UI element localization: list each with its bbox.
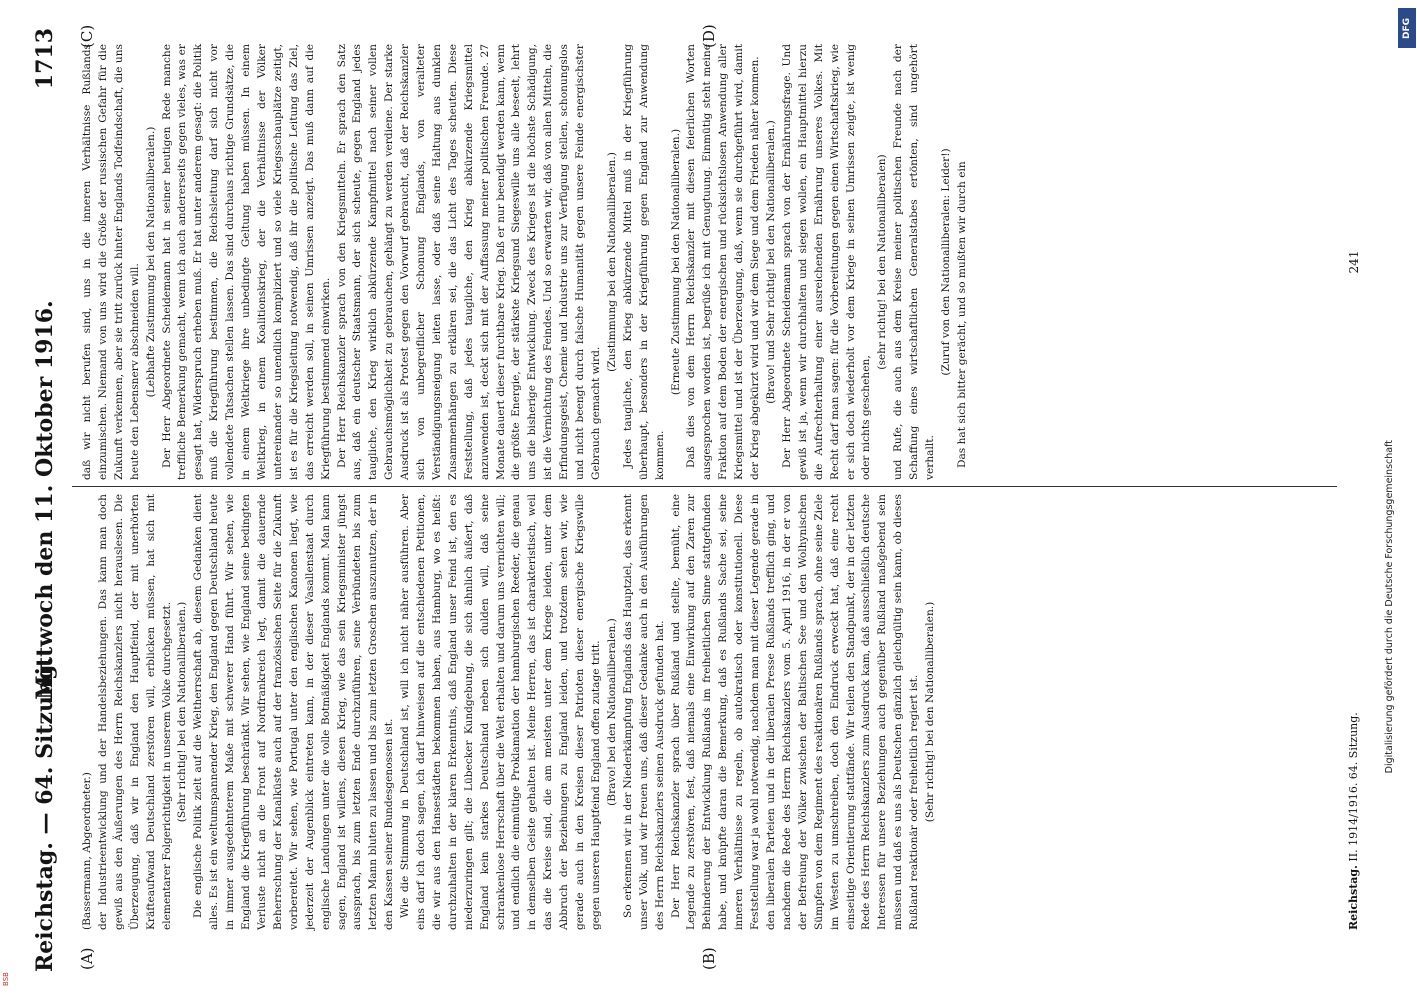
digitization-credit: Digitalisierung gefördert durch die Deutsche Forschungsgemeinschaft — [1384, 440, 1395, 774]
interjection: (Sehr richtig! bei den Nationalliberalen.) — [924, 601, 937, 823]
paragraph: Jedes taugliche, den Krieg abkürzende Mittel muß in der Kriegführung überhaupt, besonders in der Kriegführung gegen England zur Anwendung kommen. — [621, 44, 666, 480]
interjection: (sehr richtig! bei den Nationalliberalen) — [876, 154, 889, 370]
paragraph: daß wir nicht berufen sind, uns in die inneren Verhältnisse Rußlands einzumischen. Niemand von uns wird die Größe der russischen Gefahr für die Zukunft verkennen, aber sie tritt zurück hinter Englands Todfeindschaft, die uns heute den Lebensnerv abschneiden will. — [81, 44, 141, 480]
paragraph: So erkennen wir in der Niederkämpfung Englands das Hauptziel, das erkennt unser Volk, und wir freuen uns, daß dieser Gedanke auch in den Ausführungen des Herrn Reichskanzlers seinen Ausdruck gefunden hat. — [621, 494, 666, 930]
footer-volume: II. 1914/1916. 64. Sitzung. — [1347, 712, 1360, 862]
interjection: (Zuruf von den Nationalliberalen: Leider!) — [939, 148, 952, 376]
section-mark-b: (B) — [700, 947, 718, 970]
interjection: (Erneute Zustimmung bei den Nationalliberalen.) — [669, 128, 682, 396]
paragraph: Die englische Politik zielt auf die Weltherrschaft ab, diesem Gedanken dient alles. Es ist ein weltumspannender Krieg, den England gegen Deutschland heute in immer ausgedehnterem Maße mit schwerer Hand führt. Wir sehen, wie England die Kriegführung beschränkt. Wir sehen, wie England seine bedingten Verluste nicht an die Front auf Nordfrankreich legt, damit die dauernde Beherrschung der Kanalküste auch auf der französischen Seite für die Zukunft vorbereitet. Wir sehen, wie Portugal unter den englischen Kanonen liegt, wie jederzeit der Augenblick eintreten kann, in der dieser Vasallenstaat durch englische Landungen unter die volle Botmäßigkeit Englands kommt. Man kann sagen, England ist willens, diesen Krieg, wie das sein Kriegsminister jüngst aussprach, bis zum letzten Ende durchzuführen, seine Verbündeten bis zum letzten Mann bluten zu lassen und bis zum letzten Groschen auszunutzen, der in den Kassen seiner Bundesgenossen ist. — [192, 494, 396, 930]
paragraph: Der Herr Reichskanzler sprach über Rußland und stellte, bemüht, eine Legende zu zerstören, fest, daß niemals eine Einwirkung auf den Zaren zur Behinderung der Entwicklung Rußlands im freiheitlichen Sinne stattgefunden habe, und knüpfte daran die Bemerkung, daß es Rußlands Sache sei, seine inneren Verhältnisse zu regeln, ob autokratisch oder konstitutionell. Diese Feststellung war ja wohl notwendig, nachdem man mit dieser Legende gerade in den liberalen Parteien und in der liberalen Presse Rußlands trefflich ging, und nachdem die Rede des Herrn Reichskanzlers vom 5. April 1916, in der er von der Befreiung der Völker zwischen der Baltischen See und den Wolhynischen Sümpfen von dem Regiment des reaktionären Rußlands sprach, ohne seine Ziele im Westen zu umschreiben, doch den Eindruck erweckt hat, daß eine recht einseitige Orientierung stattfände. Wir teilen den Standpunkt, der in der letzten Rede des Herrn Reichskanzlers zum Ausdruck kam, daß ausschließlich deutsche Interessen für unsere Beziehungen auch gegenüber Rußland maßgebend sein müssen und daß es uns als Deutschen gänzlich gleichgültig sein kann, ob dieses Rußland reaktionär oder freiheitlich regiert ist. — [669, 494, 921, 930]
section-mark-d: (D) — [700, 24, 718, 48]
section-mark-c: (C) — [78, 24, 96, 48]
interjection: (Lebhafte Zustimmung bei den Nationalliberalen.) — [144, 126, 157, 398]
interjection: (Zustimmung bei den Nationalliberalen.) — [605, 152, 618, 372]
signature-number: 241 — [1347, 250, 1361, 274]
left-column — [80, 494, 939, 930]
right-column — [80, 44, 971, 480]
header-date: Mittwoch den 11. Oktober 1916. — [32, 300, 58, 700]
column-divider — [72, 486, 1337, 487]
header-page-number: 1713 — [32, 28, 58, 90]
interjection: (Sehr richtig! bei den Nationalliberalen.) — [176, 601, 189, 823]
paragraph: Der Herr Reichskanzler sprach von den Kriegsmitteln. Er sprach den Satz aus, daß ein deutscher Staatsmann, der sich scheute, gegen England jedes taugliche, den Krieg wirklich abkürzende Kampfmittel nach seiner vollen Gebrauchsmöglichkeit zu gebrauchen, gehängt zu werden verdiene. Der starke Ausdruck ist als Protest gegen den Vorwurf gebraucht, daß der Reichskanzler sich von unbegreiflicher Schonung Englands, von veralteter Verständigungsneigung leiten lasse, oder daß seine Haltung aus dunklen Zusammenhängen zu erklären sei, die das Licht des Tages scheuten. Diese Feststellung, daß jedes taugliche, den Krieg abkürzende Kriegsmittel anzuwenden ist, deckt sich mit der Auffassung meiner politischen Freunde. 27 Monate dauert dieser furchtbare Krieg. Daß er nur beendigt werden kann, wenn die größte Energie, der stärkste Kriegsund Siegeswille uns alle beseelt, lehrt uns die bisherige Entwicklung. Zweck des Krieges ist die höchste Schädigung, ist die Vernichtung des Feindes. Und so erwarten wir, daß von allen Mitteln, die Erfindungsgeist, Chemie und Industrie uns zur Verfügung stellen, schonungslos und nicht beengt durch falsche Humanität gegen unsere Feinde energischster Gebrauch gemacht wird. — [335, 44, 602, 480]
paragraph: Der Herr Abgeordnete Scheidemann sprach von der Ernährungsfrage. Und gewiß ist ja, wenn wir durchhalten und siegen wollen, ein Hauptmittel hierzu die Aufrechterhaltung einer ausreichenden Ernährung unseres Volkes. Mit Recht darf man sagen: für die Vorbereitungen gegen einen Wirtschaftskrieg, wie er sich doch wiederholt vor dem Kriege in seinen Umrissen zeigte, ist wenig oder nichts geschehen, — [780, 44, 873, 480]
page-header — [28, 28, 64, 972]
header-session: Reichstag. — 64. Sitzung. — [32, 656, 58, 972]
paragraph: und Rufe, die auch aus dem Kreise meiner politischen Freunde nach der Schaffung eines wirtschaftlichen Generalstabes ertönten, sind ungehört verhallt. — [892, 44, 937, 480]
section-mark-a: (A) — [78, 947, 96, 970]
dfg-logo: DFG — [1398, 8, 1416, 48]
bsb-mark: BSB — [2, 972, 10, 986]
interjection: (Bravo! bei den Nationalliberalen.) — [605, 618, 618, 806]
footer-label: Reichstag. — [1347, 865, 1360, 930]
paragraph: Daß dies von dem Herrn Reichskanzler mit diesen feierlichen Worten ausgesprochen worden ist, begrüße ich mit Genugtuung. Einmütig steht meine Fraktion auf dem Boden der energischen und rücksichtslosen Anwendung aller Kriegsmittel und ist der Überzeugung, daß, wenn sie durchgeführt wird, damit der Krieg abgekürzt wird und wir dem Siege und dem Frieden näher kommen. — [685, 44, 762, 480]
paragraph: der Industrieentwicklung und der Handelsbeziehungen. Das kann man doch gewiß aus den Äußerungen des Herrn Reichskanzlers nicht herauslesen. Die Überzeugung, daß wir in England den Hauptfeind, der mit unerhörten Kräfteaufwand Deutschland zerstören will, erblicken müssen, hat sich mit elementarer Folgerichtigkeit in unserem Volke durchgesetzt. — [96, 494, 173, 930]
paragraph: Wie die Stimmung in Deutschland ist, will ich nicht näher ausführen. Aber eins darf ich doch sagen, ich darf hinweisen auf die entschiedenen Petitionen, die wir aus den Hansestädten bekommen haben, aus Hamburg, wo es heißt: durchzuhalten in der klaren Erkenntnis, daß England unser Feind ist, den es niederzuringen gilt; die Lübecker Kundgebung, die sich ähnlich äußert, daß England kein starkes Deutschland neben sich dulden will, daß seine schrankenlose Herrschaft über die Welt erhalten und darum uns vernichten will; und endlich die einmütige Proklamation der hamburgischen Reeder, die genau in demselben Geiste gehalten ist. Meine Herren, das ist charakteristisch, weil das die Kreise sind, die am meisten unter dem Kriege leiden, unter dem Abbruch der Beziehungen zu England leiden, und trotzdem sehen wir, wie gerade auch in den Kreisen dieser Patrioten dieser energische Kriegswille gegen unseren Hauptfeind England offen zutage tritt. — [399, 494, 602, 930]
interjection: (Bravo! und Sehr richtig! bei den Nationalliberalen.) — [764, 120, 777, 404]
paragraph: Das hat sich bitter gerächt, und so mußten wir durch ein — [955, 161, 968, 468]
speaker-label: (Bassermann, Abgeordneter.) — [81, 772, 93, 930]
paragraph: Der Herr Abgeordnete Scheidemann hat in seiner heutigen Rede manche treffliche Bemerkung gemacht, wenn ich auch andererseits gegen vieles, was er gesagt hat, Widerspruch erheben muß. Er hat unter anderem gesagt: die Politik muß die Kriegführung bestimmen, die Reichsleitung darf sich nicht vor vollendete Tatsachen stellen lassen. Das sind durchaus richtige Grundsätze, die in einem Weltkriege ihre unbedingte Geltung haben müssen. In einem Weltkrieg, in einem Koalitionskrieg, der die Verhältnisse der Völker untereinander so unendlich kompliziert und so viele Kriegsschauplätze zeitigt, ist es für die Kriegsleitung notwendig, daß ihr die politische Leitung das Ziel, das erreicht werden soll, in seinen Umrissen anzeigt. Das muß dann auf die Kriegführung bestimmend einwirken. — [160, 44, 332, 480]
page-footer-left — [1347, 490, 1360, 930]
